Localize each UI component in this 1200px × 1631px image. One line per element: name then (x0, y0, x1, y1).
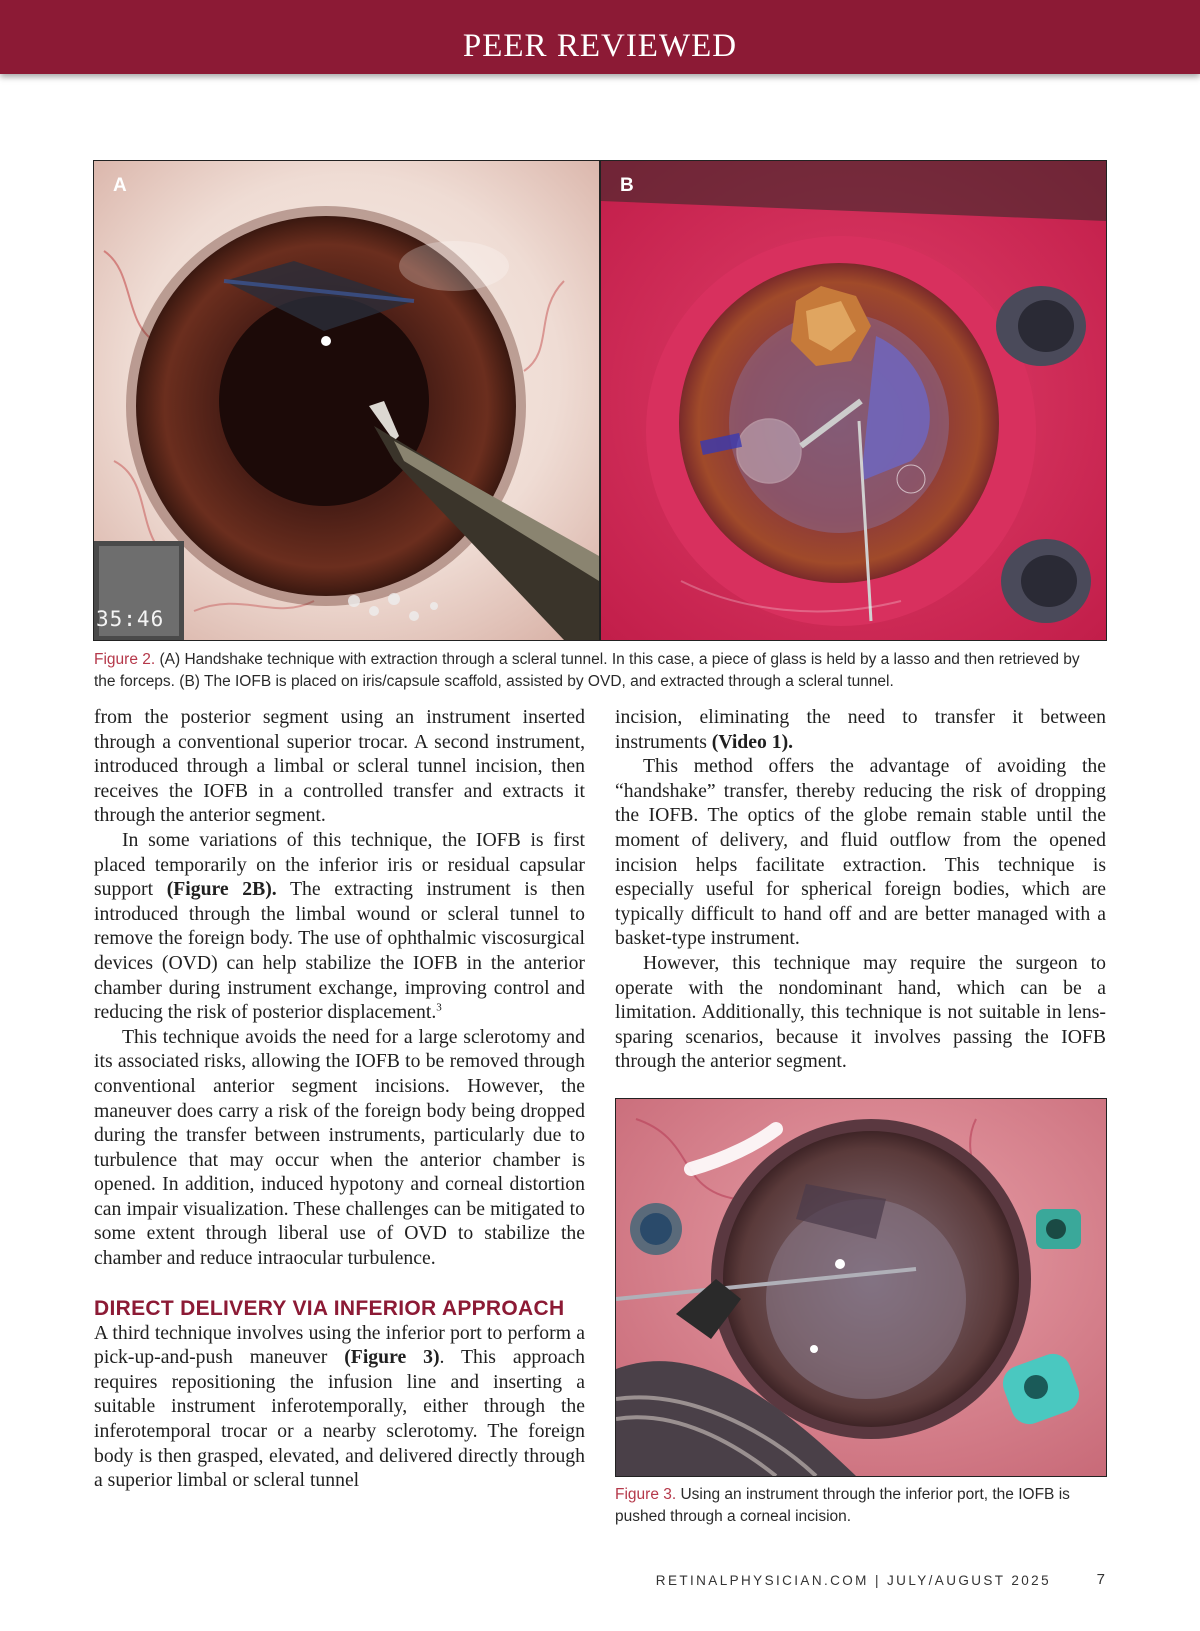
figure-reference: (Figure 2B). (166, 878, 277, 901)
video-reference: (Video 1). (711, 730, 794, 753)
page-number: 7 (1096, 1571, 1105, 1588)
figure-3-caption (615, 1484, 1110, 1528)
citation-superscript: 3 (436, 1001, 442, 1014)
footer-publication: RETINALPHYSICIAN.COM | JULY/AUGUST 2025 (655, 1573, 1051, 1588)
paragraph-text: In some variations of this technique, the IOFB is first placed temporarily on the inferior iris or residual capsular support (94, 828, 585, 901)
figure-2a-image (93, 160, 600, 641)
paragraph: from the posterior segment using an instrument inserted through a conventional superior trocar. A second instrument, introduced through a limbal or scleral tunnel incision, then receives the IOFB in a controlled transfer and extracts it through the anterior segment. (94, 706, 585, 827)
panel-letter-a: A (113, 175, 127, 196)
paragraph: However, this technique may require the surgeon to operate with the nondominant hand, which can be a limitation. Additionally, this technique is not suitable in lens-sparing scenarios, because it involves passing the IOFB through the anterior segment. (615, 951, 1106, 1073)
left-column (94, 705, 585, 1493)
header-banner (0, 0, 1200, 74)
paragraph (615, 705, 1106, 754)
right-column (615, 705, 1106, 1074)
banner-title: PEER REVIEWED (462, 28, 738, 64)
figure-2b-image (600, 160, 1107, 641)
section-heading: DIRECT DELIVERY VIA INFERIOR APPROACH (94, 1296, 565, 1320)
figure-3-image (615, 1098, 1107, 1477)
panel-letter-b: B (620, 175, 634, 196)
figure-2-caption (94, 649, 1104, 693)
paragraph-text: The extracting instrument is then introduced through the limbal wound or scleral tunnel to remove the foreign body. The use of ophthalmic viscosurgical devices (OVD) can help stabilize the IOFB in the anterior chamber during instrument exchange, improving control and reducing the risk of posterior displacement. (94, 878, 586, 1024)
figure-3-caption-text: Using an instrument through the inferior port, the IOFB is pushed through a corneal incision. (615, 1486, 1070, 1525)
paragraph-text: A third technique involves using the inferior port to perform a pick-up-and-push maneuver (94, 1321, 585, 1369)
video-timestamp: 35:46 (96, 607, 165, 631)
paragraph: This technique avoids the need for a large sclerotomy and its associated risks, allowing the IOFB to be removed through conventional anterior segment incisions. However, the maneuver does carry a risk of the foreign body being dropped during the transfer between instruments, particularly due to turbulence that may occur when the anterior chamber is opened. In addition, induced hypotony and corneal distortion can impair visualization. These challenges can be mitigated to some extent through liberal use of OVD to stabilize the chamber and reduce intraocular turbulence. (94, 1025, 585, 1270)
paragraph-text: incision, eliminating the need to transfer it between instruments (615, 706, 1106, 753)
figure-3-caption-label: Figure 3. (615, 1486, 677, 1503)
figure-2-caption-label: Figure 2. (94, 651, 156, 668)
paragraph: This method offers the advantage of avoiding the “handshake” transfer, thereby reducing the risk of dropping the IOFB. The optics of the globe remain stable until the moment of delivery, and fluid outflow from the opened incision helps facilitate extraction. This technique is especially useful for spherical foreign bodies, which are typically difficult to hand off and are better managed with a basket-type instrument. (615, 755, 1106, 950)
figure-reference: (Figure 3) (344, 1346, 440, 1369)
figure-2-caption-text: (A) Handshake technique with extraction through a scleral tunnel. In this case, a piece of glass is held by a lasso and then retrieved by the forceps. (B) The IOFB is placed on iris/capsule scaffold, assisted by OVD, and extracted through a scleral tunnel. (94, 651, 1080, 690)
paragraph (94, 828, 585, 1025)
paragraph (94, 1321, 585, 1493)
paragraph-text: . This approach requires repositioning the infusion line and inserting a suitable instrument inferotemporally, either through the inferotemporal trocar or a nearby sclerotomy. The foreign body is then grasped, elevated, and delivered directly through a superior limbal or scleral tunnel (94, 1346, 585, 1492)
